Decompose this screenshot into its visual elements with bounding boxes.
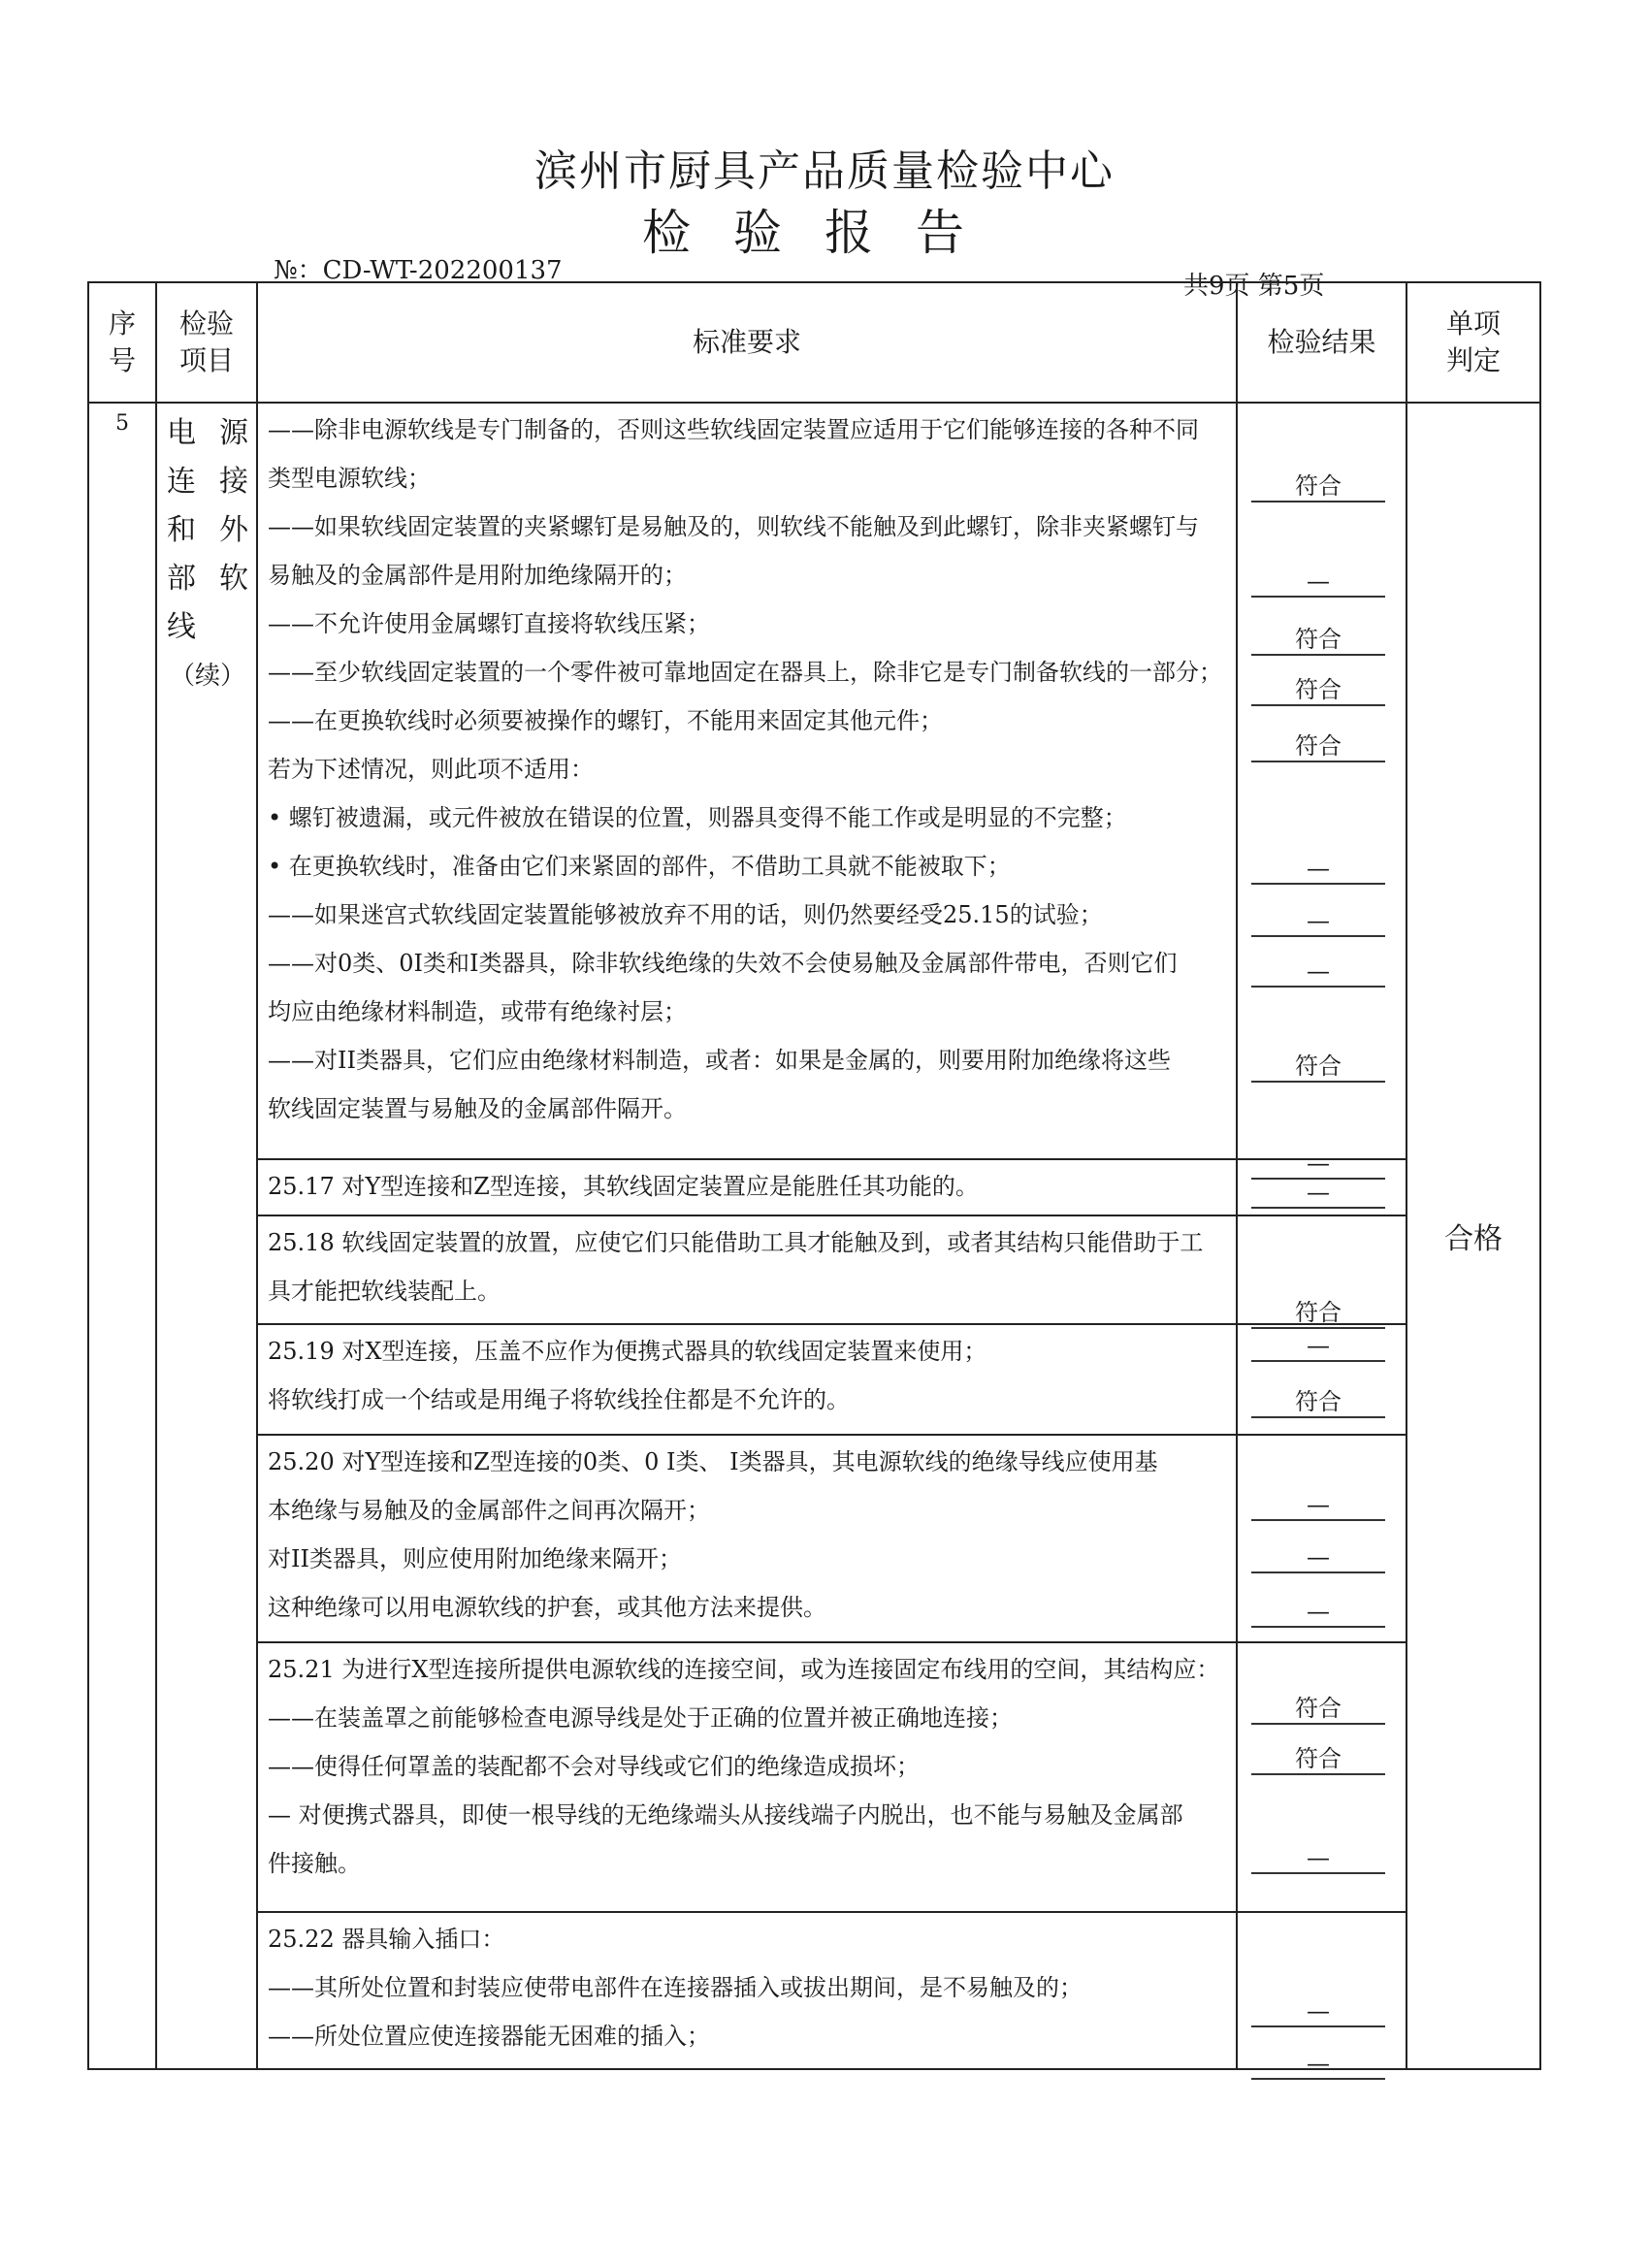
requirement-cell — [257, 1912, 1237, 2069]
result-mark: 符合 — [1251, 731, 1385, 762]
table-row — [88, 1324, 1540, 1435]
requirement-line: — 对便携式器具，即使一根导线的无绝缘端头从接线端子内脱出，也不能与易触及金属部 — [268, 1801, 1183, 1829]
requirement-line: ——除非电源软线是专门制备的，否则这些软线固定装置应适用于它们能够连接的各种不同 — [268, 416, 1199, 443]
requirement-cell — [257, 1435, 1237, 1642]
item-name-line: 线 — [167, 610, 196, 644]
requirement-line: 25.17 对Y型连接和Z型连接，其软线固定装置应是能胜任其功能的。 — [268, 1173, 979, 1200]
requirement-line: 本绝缘与易触及的金属部件之间再次隔开； — [268, 1497, 710, 1524]
requirement-line: 这种绝缘可以用电源软线的护套，或其他方法来提供。 — [268, 1594, 826, 1621]
requirement-line: 25.18 软线固定装置的放置，应使它们只能借助工具才能触及到，或者其结构只能借助于工 — [268, 1229, 1204, 1256]
requirement-line: 软线固定装置与易触及的金属部件隔开。 — [268, 1095, 687, 1122]
requirement-line: 25.20 对Y型连接和Z型连接的0类、0 I类、 I类器具，其电源软线的绝缘导线应使用基 — [268, 1448, 1158, 1475]
requirement-line: 将软线打成一个结或是用绳子将软线拴住都是不允许的。 — [268, 1386, 850, 1413]
requirement-line: ——其所处位置和封装应使带电部件在连接器插入或拔出期间，是不易触及的； — [268, 1974, 1083, 2001]
requirement-line: 均应由绝缘材料制造，或带有绝缘衬层； — [268, 998, 687, 1025]
result-mark: — — [1251, 1996, 1385, 2027]
requirement-line: ——在装盖罩之前能够检查电源导线是处于正确的位置并被正确地连接； — [268, 1704, 1013, 1732]
report-title: 检验报告 — [642, 205, 1007, 261]
requirement-line: 25.21 为进行X型连接所提供电源软线的连接空间，或为连接固定布线用的空间，其结构应： — [268, 1656, 1220, 1683]
item-name-line: 电 源 — [167, 416, 248, 450]
item-cell — [156, 403, 257, 2069]
requirement-cell — [257, 403, 1237, 1159]
item-name-line: 和 外 — [167, 513, 248, 547]
table-row — [88, 1435, 1540, 1642]
table-row — [88, 1215, 1540, 1324]
result-cell — [1237, 1324, 1406, 1435]
result-cell — [1237, 1642, 1406, 1912]
result-mark: — — [1251, 1149, 1385, 1180]
item-continued: （续） — [169, 662, 245, 691]
requirement-line: ——不允许使用金属螺钉直接将软线压紧； — [268, 610, 710, 637]
requirement-line: ——在更换软线时必须要被操作的螺钉，不能用来固定其他元件； — [268, 707, 943, 734]
requirement-line: 25.22 器具输入插口： — [268, 1926, 505, 1953]
result-mark: — — [1251, 1542, 1385, 1573]
requirement-line: ——如果软线固定装置的夹紧螺钉是易触及的，则软线不能触及到此螺钉，除非夹紧螺钉与 — [268, 513, 1199, 540]
table-header-row — [88, 282, 1540, 403]
result-mark: — — [1251, 1178, 1385, 1209]
requirement-line: 件接触。 — [268, 1850, 361, 1877]
header-item: 检验项目 — [156, 282, 257, 403]
requirement-line: 25.19 对X型连接，压盖不应作为便携式器具的软线固定装置来使用； — [268, 1338, 987, 1365]
inspection-table — [87, 281, 1541, 2077]
result-cell — [1237, 1215, 1406, 1324]
result-cell — [1237, 1159, 1406, 1215]
result-mark: 符合 — [1251, 1744, 1385, 1775]
seq-cell: 5 — [88, 403, 156, 2069]
requirement-cell — [257, 1215, 1237, 1324]
table-row — [88, 1159, 1540, 1215]
requirement-line: 若为下述情况，则此项不适用： — [268, 756, 594, 783]
requirement-cell — [257, 1159, 1237, 1215]
result-mark: — — [1251, 854, 1385, 885]
requirement-line: ——所处位置应使连接器能无困难的插入； — [268, 2023, 710, 2050]
result-mark: — — [1251, 956, 1385, 988]
header-result: 检验结果 — [1237, 282, 1406, 403]
table-row — [88, 1912, 1540, 2069]
item-name-line: 部 软 — [167, 562, 248, 596]
result-mark: — — [1251, 1331, 1385, 1362]
result-mark: — — [1251, 906, 1385, 937]
result-mark: — — [1251, 1490, 1385, 1521]
header-seq: 序号 — [88, 282, 156, 403]
requirement-line: 对II类器具，则应使用附加绝缘来隔开； — [268, 1545, 682, 1572]
result-mark: 符合 — [1251, 471, 1385, 502]
item-name — [167, 409, 248, 652]
table-row — [88, 403, 1540, 1159]
result-mark: 符合 — [1251, 1694, 1385, 1725]
result-mark: 符合 — [1251, 625, 1385, 656]
document-number: №：CD-WT-202200137 — [274, 256, 563, 285]
header-requirement: 标准要求 — [257, 282, 1237, 403]
requirement-line: ——对II类器具，它们应由绝缘材料制造，或者：如果是金属的，则要用附加绝缘将这些 — [268, 1047, 1171, 1074]
requirement-line: ——至少软线固定装置的一个零件被可靠地固定在器具上，除非它是专门制备软线的一部分； — [268, 659, 1222, 686]
requirement-line: 易触及的金属部件是用附加绝缘隔开的； — [268, 562, 687, 589]
result-mark: — — [1251, 1843, 1385, 1874]
result-mark: — — [1251, 2049, 1385, 2080]
result-mark: — — [1251, 567, 1385, 598]
requirement-line: 类型电源软线； — [268, 465, 431, 492]
page-info: 共9页 第5页 — [1183, 272, 1325, 301]
requirement-line: ——对0类、0I类和I类器具，除非软线绝缘的失效不会使易触及金属部件带电，否则它们 — [268, 950, 1178, 977]
org-name: 滨州市厨具产品质量检验中心 — [534, 146, 1115, 196]
requirement-line: ——使得任何罩盖的装配都不会对导线或它们的绝缘造成损坏； — [268, 1753, 920, 1780]
header-verdict: 单项判定 — [1406, 282, 1540, 403]
verdict-cell: 合格 — [1406, 403, 1540, 2069]
item-name-line: 连 接 — [167, 465, 248, 499]
result-mark: — — [1251, 1597, 1385, 1628]
result-mark: 符合 — [1251, 675, 1385, 706]
result-cell — [1237, 403, 1406, 1177]
requirement-line: ——如果迷宫式软线固定装置能够被放弃不用的话，则仍然要经受25.15的试验； — [268, 901, 1103, 928]
requirement-line: • 螺钉被遗漏，或元件被放在错误的位置，则器具变得不能工作或是明显的不完整； — [268, 804, 1127, 831]
requirement-cell — [257, 1642, 1237, 1912]
requirement-line: • 在更换软线时，准备由它们来紧固的部件，不借助工具就不能被取下； — [268, 853, 1011, 880]
result-cell — [1237, 1435, 1406, 1642]
result-mark: 符合 — [1251, 1052, 1385, 1083]
requirement-cell — [257, 1324, 1237, 1435]
result-mark: 符合 — [1251, 1387, 1385, 1418]
result-cell — [1237, 1912, 1406, 2077]
requirement-line: 具才能把软线装配上。 — [268, 1278, 501, 1305]
table-row — [88, 1642, 1540, 1912]
result-mark: 符合 — [1251, 1298, 1385, 1329]
